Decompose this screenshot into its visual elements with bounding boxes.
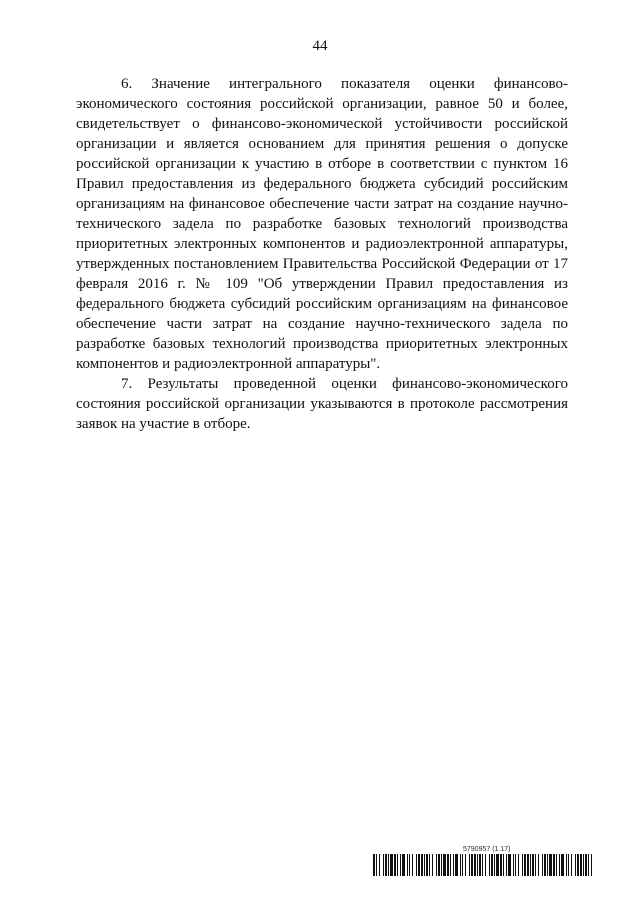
barcode-bar xyxy=(407,854,408,876)
barcode-bar xyxy=(443,854,446,876)
barcode-bar xyxy=(532,854,534,876)
barcode-bar xyxy=(544,854,546,876)
barcode-bar xyxy=(585,854,587,876)
document-body xyxy=(76,74,568,434)
barcode-bar xyxy=(474,854,476,876)
barcode-icon xyxy=(372,854,596,876)
barcode-label: 5790957 (1.17) xyxy=(463,846,511,853)
barcode-bar xyxy=(397,854,398,876)
barcode-bar xyxy=(524,854,526,876)
barcode-bar xyxy=(390,854,393,876)
barcode-bar xyxy=(455,854,458,876)
barcode-bar xyxy=(385,854,387,876)
barcode-bar xyxy=(471,854,473,876)
barcode-bar xyxy=(388,854,389,876)
barcode-bar xyxy=(566,854,567,876)
barcode-bar xyxy=(575,854,576,876)
barcode-bar xyxy=(436,854,437,876)
barcode-bar xyxy=(462,854,463,876)
barcode-bar xyxy=(394,854,396,876)
barcode-bar xyxy=(424,854,425,876)
barcode-bar xyxy=(549,854,552,876)
barcode-bar xyxy=(588,854,589,876)
barcode-bar xyxy=(556,854,557,876)
barcode-bar xyxy=(469,854,470,876)
barcode-bar xyxy=(522,854,523,876)
barcode-bar xyxy=(494,854,495,876)
barcode-bar xyxy=(450,854,451,876)
barcode-bar xyxy=(383,854,384,876)
barcode-bar xyxy=(379,854,380,876)
barcode-bar xyxy=(568,854,569,876)
barcode-bar xyxy=(412,854,413,876)
barcode-bar xyxy=(489,854,490,876)
barcode-bar xyxy=(479,854,481,876)
barcode-bar xyxy=(400,854,401,876)
barcode-bar xyxy=(547,854,548,876)
barcode-bar xyxy=(559,854,560,876)
paragraph-7: 7. Результаты проведенной оценки финансово-экономического состояния российской организации указываются в протоколе рассмотрения заявок на участие в отборе. xyxy=(76,376,568,432)
barcode-bar xyxy=(530,854,531,876)
barcode-bar xyxy=(416,854,417,876)
barcode-bar xyxy=(491,854,493,876)
barcode-bar xyxy=(402,854,405,876)
barcode-bar xyxy=(432,854,433,876)
barcode-bar xyxy=(508,854,511,876)
barcode-bar xyxy=(553,854,555,876)
barcode-bar xyxy=(418,854,420,876)
barcode-bar xyxy=(465,854,466,876)
barcode-bar xyxy=(441,854,442,876)
barcode-bar xyxy=(453,854,454,876)
barcode-bar xyxy=(426,854,428,876)
barcode-bar xyxy=(373,854,375,876)
barcode-bar xyxy=(542,854,543,876)
barcode-bar xyxy=(506,854,507,876)
barcode-bar xyxy=(535,854,536,876)
barcode-bar xyxy=(538,854,539,876)
barcode-bar xyxy=(482,854,483,876)
barcode-bar xyxy=(496,854,499,876)
barcode-bar xyxy=(477,854,478,876)
barcode-bar xyxy=(503,854,504,876)
barcode-bar xyxy=(513,854,514,876)
barcode-bar xyxy=(421,854,423,876)
barcode-bar xyxy=(438,854,440,876)
barcode-bar xyxy=(500,854,502,876)
paragraph-6: 6. Значение интегрального показателя оценки финансово-экономического состояния российской организации, равное 50 и более, свидетельствует о финансово-экономической устойчивости российской организации и является основанием для принятия решения о допуске российской организации к участию в отборе в соответствии с пунктом 16 Правил предоставления из федерального бюджета субсидий российским организациям на финансовое обеспечение части затрат на создание научно-технического задела по разработке базовых технологий производства приоритетных электронных компонентов и радиоэлектронной аппаратуры, утвержденных постановлением Правительства Российской Федерации от 17 февраля 2016 г. № 109 "Об утверждении Правил предоставления из федерального бюджета субсидий российским организациям на финансовое обеспечение части затрат на создание научно-технического задела по разработке базовых технологий производства приоритетных электронных компонентов и радиоэлектронной аппаратуры". xyxy=(76,76,568,372)
barcode-bar xyxy=(376,854,377,876)
page-number: 44 xyxy=(312,38,328,54)
barcode-bar xyxy=(460,854,461,876)
barcode-bar xyxy=(577,854,579,876)
barcode-bar xyxy=(485,854,486,876)
barcode-bar xyxy=(591,854,592,876)
barcode-bar xyxy=(561,854,564,876)
barcode-bar xyxy=(447,854,449,876)
barcode-bar xyxy=(429,854,430,876)
barcode-bar xyxy=(409,854,410,876)
barcode-bar xyxy=(580,854,582,876)
barcode-bar xyxy=(518,854,519,876)
barcode-bar xyxy=(515,854,516,876)
barcode-bar xyxy=(527,854,529,876)
barcode-bar xyxy=(583,854,584,876)
barcode-bar xyxy=(571,854,572,876)
